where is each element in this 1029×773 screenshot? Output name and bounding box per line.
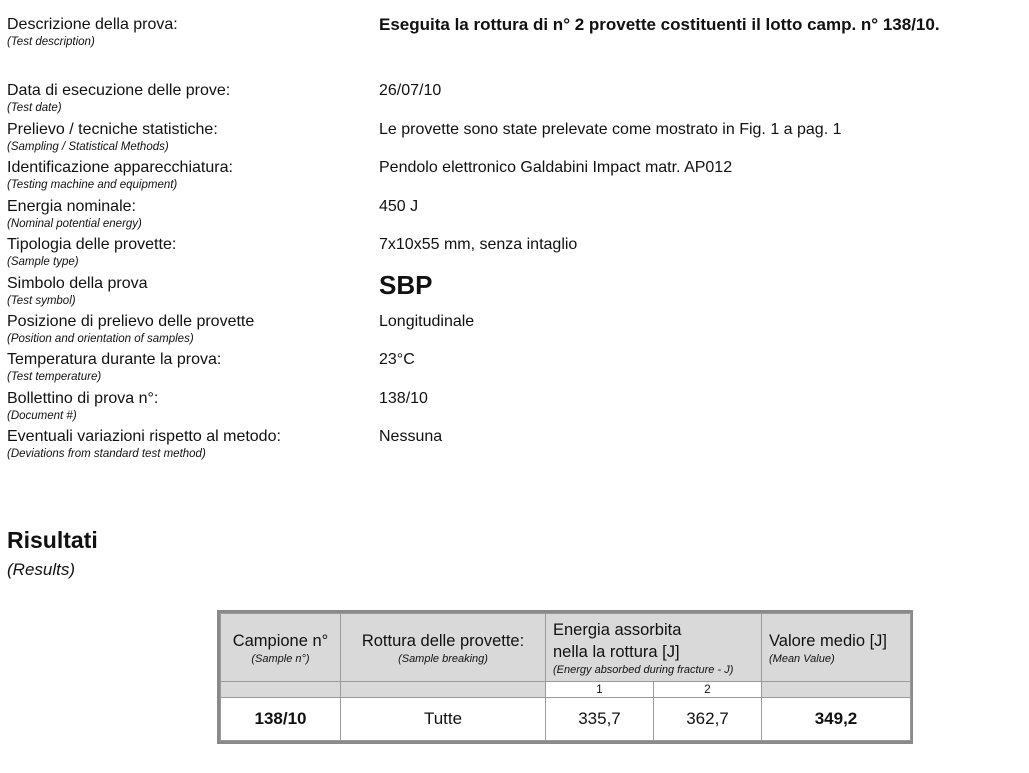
field-sublabel: (Sampling / Statistical Methods) [7, 141, 169, 153]
header-sample-label: Campione n° [232, 631, 329, 650]
cell-energy-2: 362,7 [654, 698, 762, 741]
field-value: Eseguita la rottura di n° 2 provette costituenti il lotto camp. n° 138/10. [379, 15, 940, 34]
header-energy-sublabel: (Energy absorbed during fracture - J) [553, 663, 734, 676]
field-label: Identificazione apparecchiatura: [7, 159, 233, 176]
field-value: Longitudinale [379, 313, 475, 330]
field-sublabel: (Nominal potential energy) [7, 218, 142, 230]
results-table [217, 610, 913, 744]
field-sublabel: (Sample type) [7, 256, 79, 268]
results-subtitle: (Results) [7, 560, 76, 579]
table-row [221, 698, 911, 741]
field-sublabel: (Test date) [7, 102, 62, 114]
results-title: Risultati [7, 527, 98, 553]
cell-energy-1: 335,7 [546, 698, 654, 741]
field-sublabel: (Test temperature) [7, 371, 102, 383]
header-blank [762, 682, 911, 698]
header-energy-line1: Energia assorbita [553, 620, 682, 639]
field-label: Tipologia delle provette: [7, 236, 177, 253]
field-label: Descrizione della prova: [7, 16, 178, 33]
header-energy [546, 614, 762, 682]
header-specimen-1: 1 [546, 682, 654, 698]
field-value: 7x10x55 mm, senza intaglio [379, 236, 578, 253]
cell-mean: 349,2 [762, 698, 911, 741]
field-sublabel: (Testing machine and equipment) [7, 179, 178, 191]
field-value: 450 J [379, 198, 419, 215]
header-sample-sublabel: (Sample n°) [251, 652, 310, 665]
field-label: Eventuali variazioni rispetto al metodo: [7, 428, 281, 445]
field-label: Bollettino di prova n°: [7, 390, 159, 407]
field-label: Posizione di prelievo delle provette [7, 313, 255, 330]
header-blank [341, 682, 546, 698]
cell-sample: 138/10 [221, 698, 341, 741]
field-value: SBP [379, 270, 433, 300]
header-breaking-label: Rottura delle provette: [361, 631, 525, 650]
header-blank [221, 682, 341, 698]
header-mean [762, 614, 911, 682]
field-value: Nessuna [379, 428, 443, 445]
field-sublabel: (Test symbol) [7, 295, 76, 307]
field-sublabel: (Document #) [7, 410, 77, 422]
header-specimen-2: 2 [654, 682, 762, 698]
header-mean-sublabel: (Mean Value) [769, 652, 835, 665]
field-value: 138/10 [379, 390, 428, 407]
header-sample [221, 614, 341, 682]
cell-breaking: Tutte [341, 698, 546, 741]
field-label: Energia nominale: [7, 198, 136, 215]
header-mean-label: Valore medio [J] [769, 631, 887, 650]
field-label: Simbolo della prova [7, 275, 148, 292]
field-sublabel: (Position and orientation of samples) [7, 333, 194, 345]
field-value: 26/07/10 [379, 82, 442, 99]
field-sublabel: (Test description) [7, 36, 95, 48]
field-value: Le provette sono state prelevate come mostrato in Fig. 1 a pag. 1 [379, 121, 842, 138]
field-label: Prelievo / tecniche statistiche: [7, 121, 218, 138]
field-label: Temperatura durante la prova: [7, 351, 222, 368]
field-sublabel: (Deviations from standard test method) [7, 448, 206, 460]
field-value: 23°C [379, 351, 415, 368]
field-value: Pendolo elettronico Galdabini Impact matr. AP012 [379, 159, 733, 176]
header-energy-line2: nella la rottura [J] [553, 642, 680, 661]
header-breaking [341, 614, 546, 682]
field-label: Data di esecuzione delle prove: [7, 82, 231, 99]
header-breaking-sublabel: (Sample breaking) [398, 652, 488, 665]
